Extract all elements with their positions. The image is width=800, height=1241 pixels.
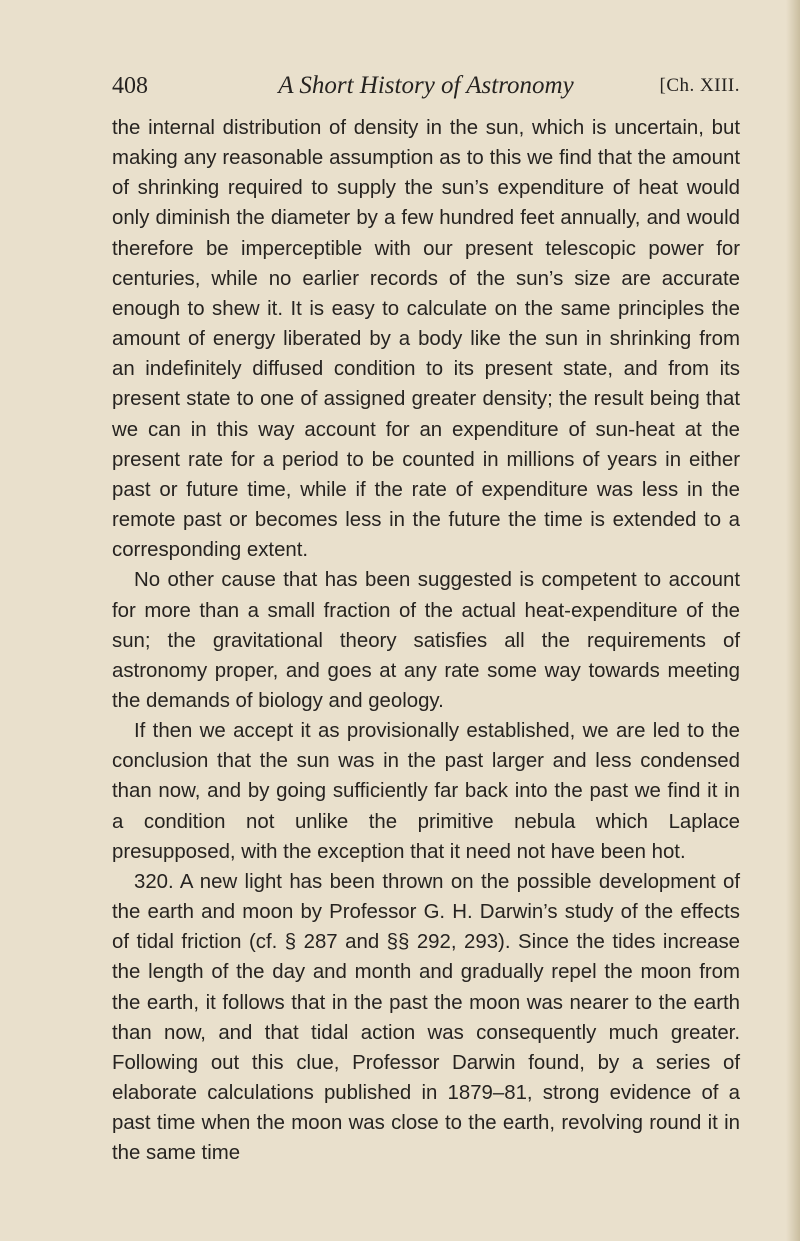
chapter-reference: [Ch. XIII. <box>659 75 740 96</box>
paragraph-2: No other cause that has been suggested is competent to account for more than a small fraction of the actual heat-expenditure of the sun; the gravitational theory satisfies all the requirements of astronomy proper, and goes at any rate some way towards meeting the demands of biology and geology. <box>112 569 740 712</box>
page-number: 408 <box>112 73 148 99</box>
book-page <box>112 66 740 1168</box>
body-text <box>112 113 740 1168</box>
paragraph-3: If then we accept it as provisionally established, we are led to the conclusion that the sun was in the past larger and less condensed than now, and by going sufficiently far back into the past we find it in a condition not unlike the primitive nebula which Laplace presupposed, with the exception that it need not have been hot. <box>112 720 740 863</box>
paragraph-4: 320. A new light has been thrown on the possible development of the earth and moon by Professor G. H. Darwin’s study of the effects of tidal friction (cf. § 287 and §§ 292, 293). Since the tides increase the length of the day and month and gradually repel the moon from the earth, it follows that in the past the moon was nearer to the earth than now, and that tidal action was consequently much greater. Following out this clue, Professor Darwin found, by a series of elaborate calculations published in 1879–81, strong evidence of a past time when the moon was close to the earth, revolving round it in the same time <box>112 870 740 1165</box>
page-edge-shadow <box>786 0 800 1241</box>
paragraph-1: the internal distribution of density in the sun, which is uncertain, but making any reasonable assumption as to this we find that the amount of shrinking required to supply the sun’s expenditure of heat would only diminish the diameter by a few hundred feet annually, and would therefore be imperceptible with our present telescopic power for centuries, while no earlier records of the sun’s size are accurate enough to shew it. It is easy to calculate on the same principles the amount of energy liberated by a body like the sun in shrinking from an indefinitely diffused condition to its present state, and from its present state to one of assigned greater density; the result being that we can in this way account for an expenditure of sun-heat at the present rate for a period to be counted in millions of years in either past or future time, while if the rate of expenditure was less in the remote past or becomes less in the future the time is extended to a corresponding extent. <box>112 117 740 562</box>
running-header <box>112 66 740 106</box>
running-title: A Short History of Astronomy <box>278 72 574 99</box>
